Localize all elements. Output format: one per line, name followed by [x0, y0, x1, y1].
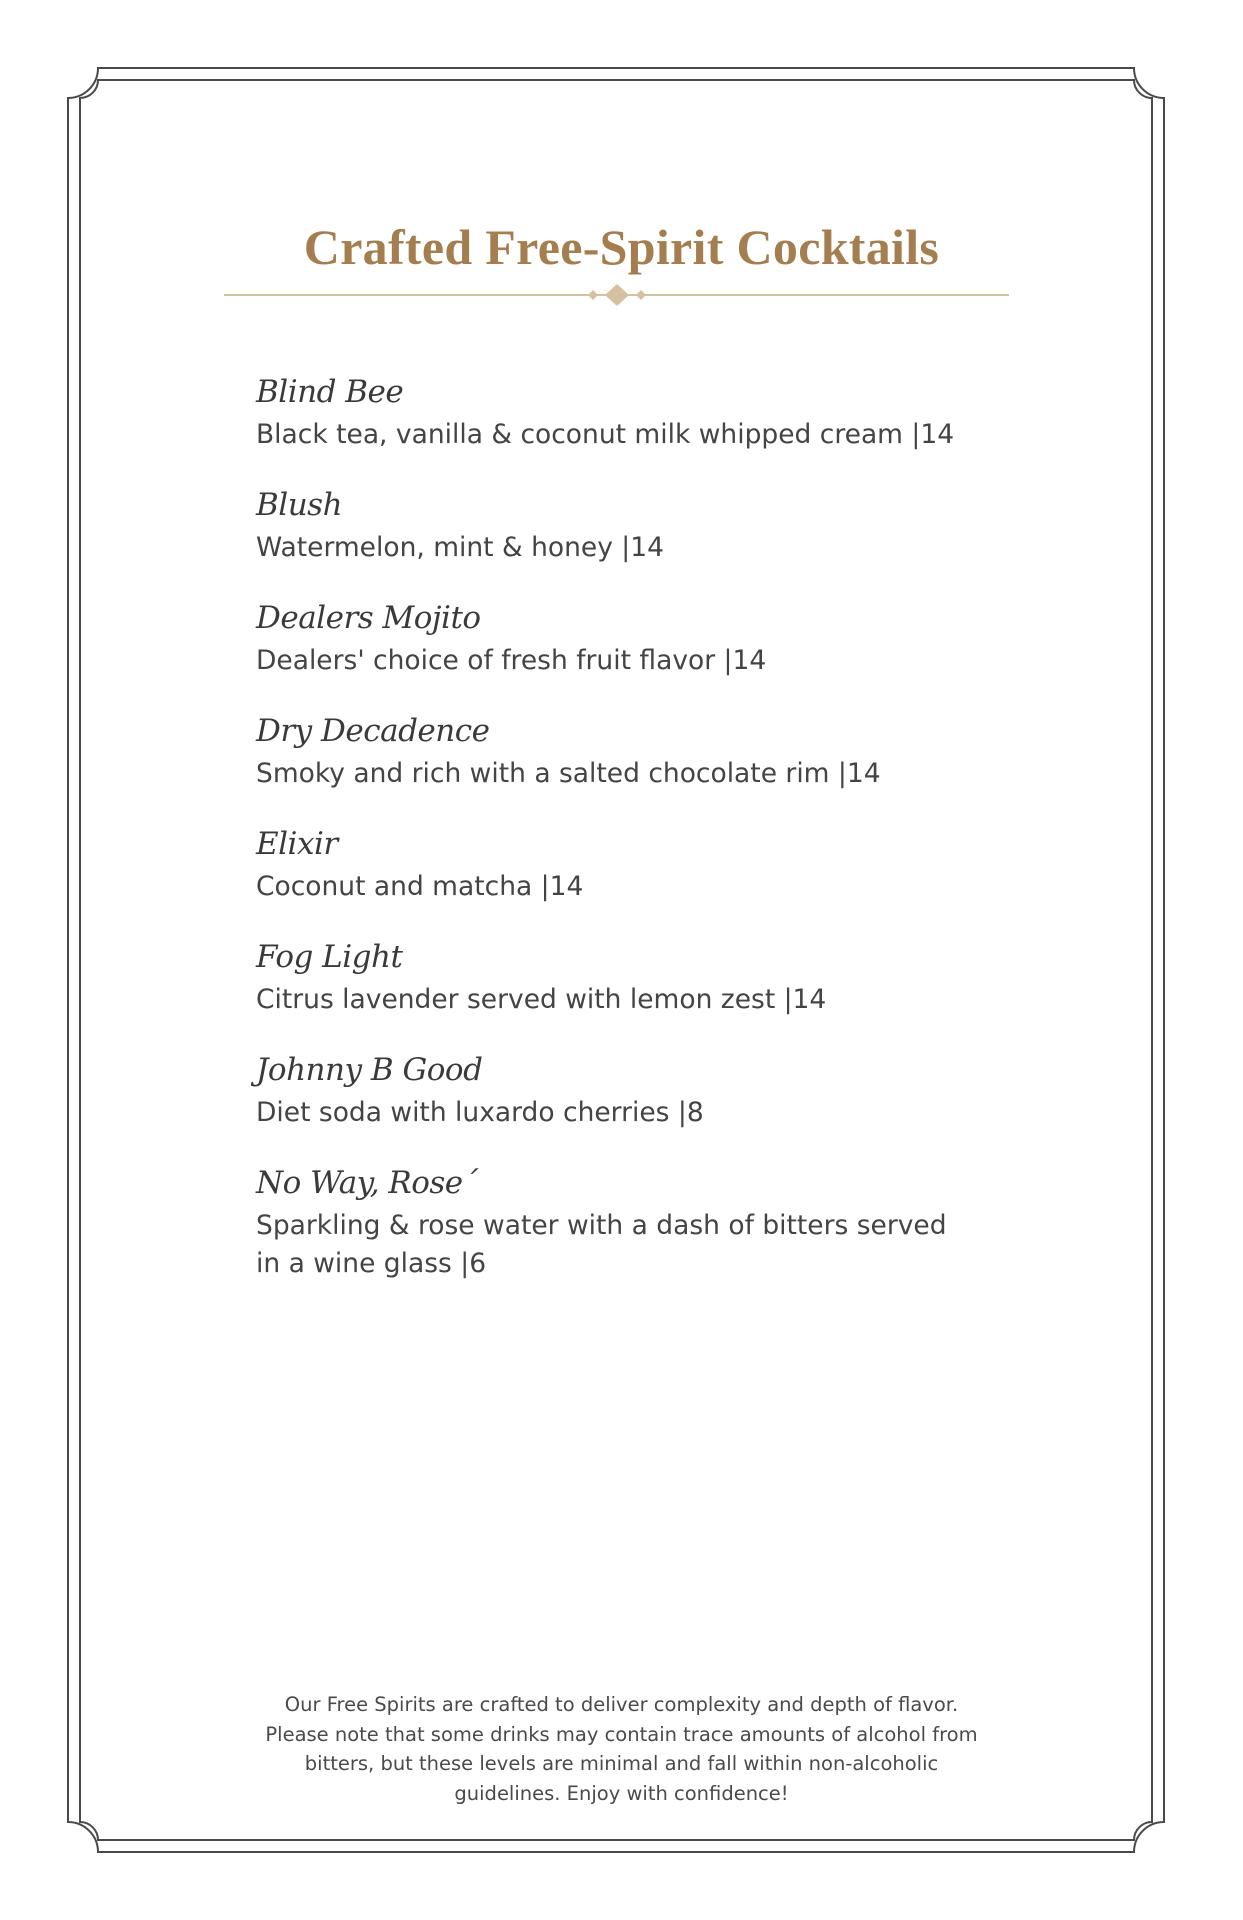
menu-item [256, 483, 1016, 596]
page-title: Crafted Free-Spirit Cocktails [303, 219, 940, 275]
cocktail-menu-list [256, 370, 1016, 1279]
menu-item-description: Watermelon, mint & honey |14 [256, 532, 664, 563]
menu-item [256, 1161, 1016, 1279]
footer-note: Our Free Spirits are crafted to deliver complexity and depth of flavor. Please note that some drinks may contain trace amounts of alcohol from bitters, but these levels are minimal and fall within non-alcoholic guidelines. Enjoy with confidence! [265, 1693, 978, 1805]
menu-item-description: Citrus lavender served with lemon zest |14 [256, 984, 827, 1015]
menu-item-description: Dealers' choice of fresh fruit flavor |14 [256, 645, 767, 676]
menu-item-description: Black tea, vanilla & coconut milk whipped cream |14 [256, 419, 955, 450]
menu-item [256, 935, 1016, 1048]
menu-item-description: Sparkling & rose water with a dash of bitters served in a wine glass |6 [256, 1210, 947, 1279]
menu-item [256, 1048, 1016, 1161]
menu-item [256, 370, 1016, 483]
menu-item [256, 596, 1016, 709]
menu-item [256, 709, 1016, 822]
menu-item-name: Fog Light [256, 939, 403, 975]
menu-item-name: Blind Bee [256, 374, 404, 410]
menu-item-description: Coconut and matcha |14 [256, 871, 584, 902]
menu-item-name: Elixir [256, 826, 338, 862]
menu-item [256, 822, 1016, 935]
menu-item-description: Diet soda with luxardo cherries |8 [256, 1097, 704, 1128]
menu-item-name: Johnny B Good [256, 1052, 483, 1088]
menu-item-name: Dry Decadence [256, 713, 490, 749]
title-divider-ornament [224, 283, 1009, 307]
menu-item-name: No Way, Rose´ [256, 1165, 478, 1201]
menu-item-name: Dealers Mojito [256, 600, 481, 636]
menu-item-name: Blush [256, 487, 343, 523]
menu-item-description: Smoky and rich with a salted chocolate rim |14 [256, 758, 881, 789]
